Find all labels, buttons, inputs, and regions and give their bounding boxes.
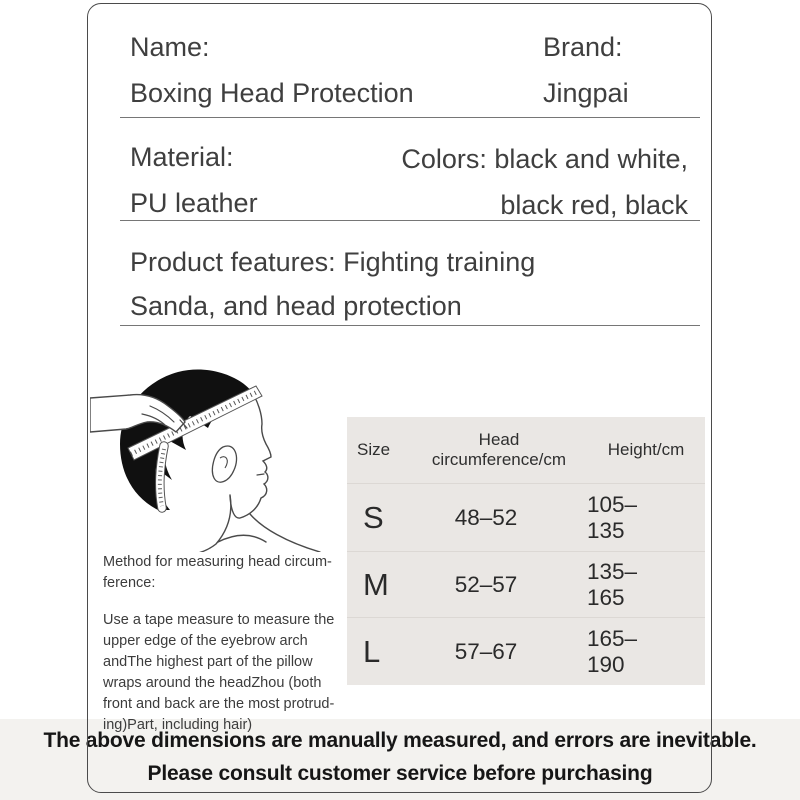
method-line: andThe highest part of the pillow: [103, 654, 313, 670]
method-paragraph-2: [103, 610, 353, 736]
name-label: Name:: [130, 32, 210, 62]
size-table: [347, 417, 705, 685]
size-row-m-circumference: 52–57: [411, 551, 587, 617]
method-line: Method for measuring head circum-: [103, 554, 332, 570]
colors-section: [401, 136, 688, 228]
measuring-method-text: [103, 552, 353, 736]
size-table-header-circumference: Head circumference/cm: [431, 430, 567, 469]
section-divider-3: [120, 325, 700, 326]
size-row-s-label: S: [347, 483, 411, 551]
method-line: ference:: [103, 575, 156, 591]
name-section: [130, 24, 414, 116]
features-line-2: Sanda, and head protection: [130, 291, 462, 321]
size-row-s-circumference: 48–52: [411, 483, 587, 551]
size-row-m-height: 135–165: [587, 551, 705, 617]
size-row-l-label: L: [347, 617, 411, 685]
colors-line-2: black red, black: [500, 190, 688, 220]
footer-line-2: Please consult customer service before purchasing: [147, 762, 653, 785]
features-section: [130, 240, 535, 328]
brand-value: Jingpai: [543, 78, 629, 108]
size-row-m-label: M: [347, 551, 411, 617]
brand-section: [543, 24, 629, 116]
colors-line-1: Colors: black and white,: [401, 144, 688, 174]
footer-line-1: The above dimensions are manually measured, and errors are inevitable.: [43, 729, 757, 752]
method-line: upper edge of the eyebrow arch: [103, 633, 308, 649]
head-measurement-illustration: [90, 362, 325, 552]
size-row-l-circumference: 57–67: [411, 617, 587, 685]
section-divider-2: [120, 220, 700, 221]
section-divider-1: [120, 117, 700, 118]
name-value: Boxing Head Protection: [130, 78, 414, 108]
material-section: [130, 134, 258, 226]
material-label: Material:: [130, 142, 234, 172]
method-paragraph-1: [103, 552, 353, 594]
size-row-s-height: 105–135: [587, 483, 705, 551]
method-line: ing)Part, including hair): [103, 717, 253, 733]
method-line: front and back are the most protrud-: [103, 696, 335, 712]
method-line: wraps around the headZhou (both: [103, 675, 322, 691]
features-line-1: Product features: Fighting training: [130, 247, 536, 277]
size-row-l-height: 165–190: [587, 617, 705, 685]
size-table-header-height: Height/cm: [607, 440, 685, 459]
brand-label: Brand:: [543, 32, 623, 62]
material-value: PU leather: [130, 188, 258, 218]
method-line: Use a tape measure to measure the: [103, 612, 335, 628]
size-table-header-size: Size: [357, 440, 391, 459]
